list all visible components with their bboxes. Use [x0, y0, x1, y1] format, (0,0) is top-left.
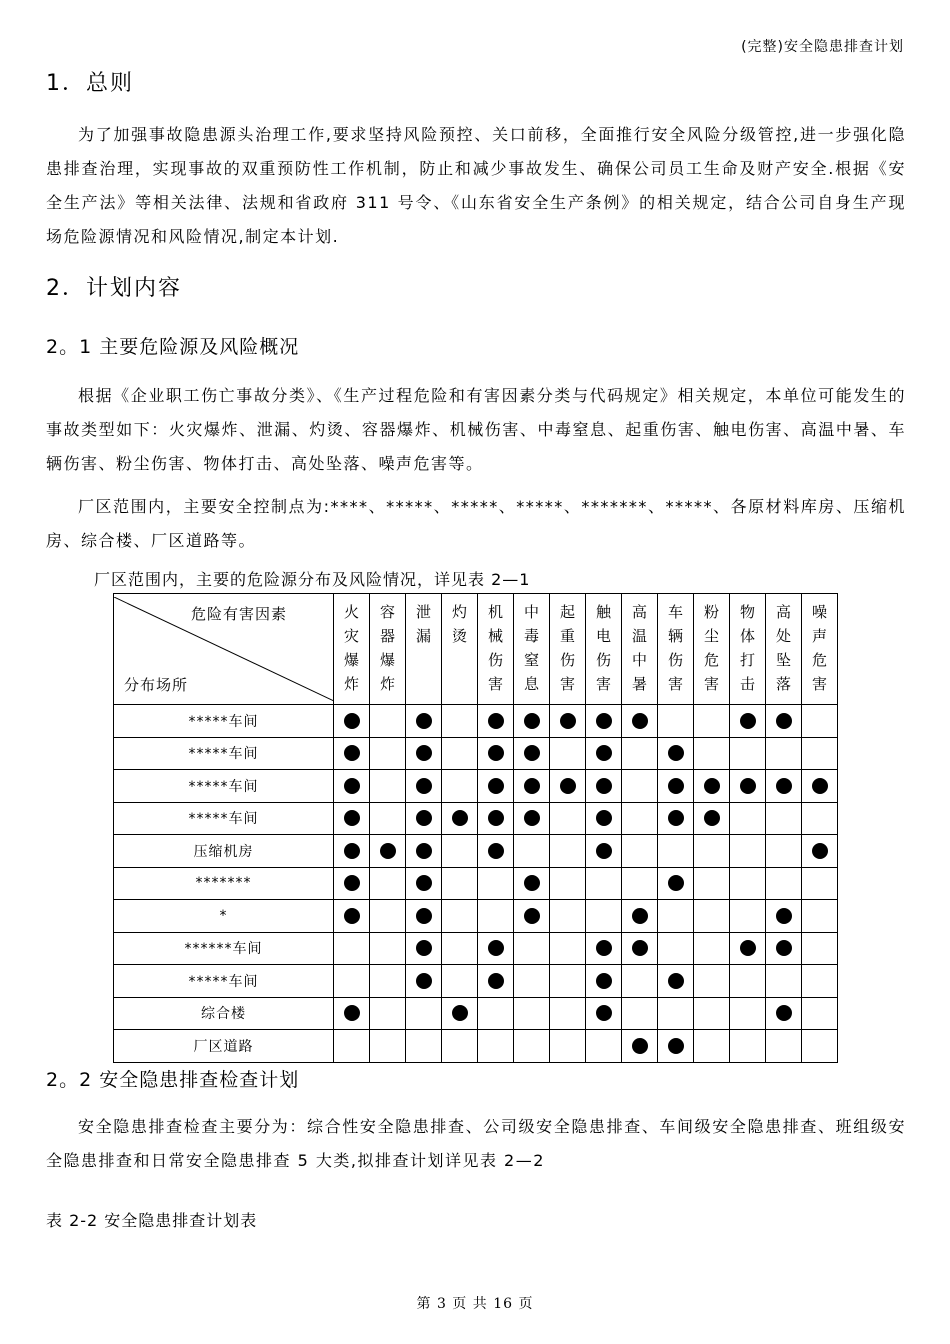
hazard-mark-cell	[514, 770, 550, 803]
hazard-mark-cell	[622, 737, 658, 770]
table-row	[114, 802, 838, 835]
hazard-label: 高处坠落	[775, 603, 791, 693]
filled-dot-icon	[776, 940, 792, 956]
hazard-mark-cell	[550, 867, 586, 900]
hazard-mark-cell	[334, 802, 370, 835]
hazard-mark-cell	[802, 737, 838, 770]
location-cell: ******车间	[114, 932, 334, 965]
hazard-column-header	[802, 594, 838, 705]
hazard-mark-cell	[334, 770, 370, 803]
filled-dot-icon	[488, 810, 504, 826]
hazard-mark-cell	[550, 770, 586, 803]
hazard-mark-cell	[694, 900, 730, 933]
filled-dot-icon	[596, 843, 612, 859]
hazard-label: 噪声危害	[811, 603, 827, 693]
hazard-mark-cell	[442, 932, 478, 965]
hazard-mark-cell	[478, 705, 514, 738]
filled-dot-icon	[668, 875, 684, 891]
section-1-heading: 1．总则	[46, 71, 134, 96]
hazard-mark-cell	[550, 802, 586, 835]
table-row	[114, 770, 838, 803]
hazard-mark-cell	[442, 770, 478, 803]
filled-dot-icon	[524, 908, 540, 924]
hazard-mark-cell	[766, 965, 802, 998]
hazard-mark-cell	[442, 802, 478, 835]
hazard-mark-cell	[658, 997, 694, 1030]
hazard-mark-cell	[658, 1030, 694, 1063]
hazard-mark-cell	[658, 900, 694, 933]
hazard-mark-cell	[766, 900, 802, 933]
hazard-mark-cell	[622, 965, 658, 998]
hazard-mark-cell	[586, 932, 622, 965]
table-corner-header	[114, 594, 334, 705]
hazard-mark-cell	[442, 737, 478, 770]
hazard-mark-cell	[766, 737, 802, 770]
hazard-mark-cell	[658, 705, 694, 738]
table-row	[114, 900, 838, 933]
hazard-mark-cell	[478, 932, 514, 965]
filled-dot-icon	[596, 940, 612, 956]
hazard-mark-cell	[442, 997, 478, 1030]
hazard-mark-cell	[370, 965, 406, 998]
hazard-mark-cell	[334, 867, 370, 900]
hazard-mark-cell	[658, 802, 694, 835]
hazard-mark-cell	[334, 835, 370, 868]
hazard-mark-cell	[370, 997, 406, 1030]
hazard-distribution-table	[113, 593, 838, 1063]
hazard-column-header	[514, 594, 550, 705]
hazard-mark-cell	[370, 737, 406, 770]
filled-dot-icon	[416, 745, 432, 761]
hazard-mark-cell	[514, 705, 550, 738]
hazard-mark-cell	[370, 867, 406, 900]
section-2-1-heading: 2。1 主要危险源及风险概况	[46, 336, 300, 358]
hazard-mark-cell	[730, 770, 766, 803]
hazard-mark-cell	[550, 835, 586, 868]
filled-dot-icon	[776, 1005, 792, 1021]
filled-dot-icon	[488, 713, 504, 729]
hazard-mark-cell	[478, 802, 514, 835]
filled-dot-icon	[344, 810, 360, 826]
hazard-mark-cell	[406, 705, 442, 738]
hazard-mark-cell	[478, 965, 514, 998]
hazard-mark-cell	[550, 997, 586, 1030]
filled-dot-icon	[488, 973, 504, 989]
hazard-mark-cell	[766, 705, 802, 738]
hazard-mark-cell	[658, 737, 694, 770]
hazard-column-header	[442, 594, 478, 705]
filled-dot-icon	[488, 843, 504, 859]
filled-dot-icon	[416, 843, 432, 859]
hazard-mark-cell	[586, 900, 622, 933]
hazard-label: 灼烫	[451, 603, 467, 645]
filled-dot-icon	[776, 713, 792, 729]
hazard-mark-cell	[622, 802, 658, 835]
table-row	[114, 705, 838, 738]
hazard-mark-cell	[586, 737, 622, 770]
hazard-mark-cell	[370, 1030, 406, 1063]
hazard-mark-cell	[622, 770, 658, 803]
paragraph-inspection-plan: 安全隐患排查检查主要分为：综合性安全隐患排查、公司级安全隐患排查、车间级安全隐患排查、班组级安全隐患排查和日常安全隐患排查 5 大类,拟排查计划详见表 2—2	[46, 1117, 906, 1170]
hazard-mark-cell	[334, 705, 370, 738]
hazard-mark-cell	[478, 997, 514, 1030]
hazard-mark-cell	[730, 835, 766, 868]
hazard-mark-cell	[442, 867, 478, 900]
hazard-mark-cell	[622, 997, 658, 1030]
filled-dot-icon	[416, 713, 432, 729]
hazard-mark-cell	[406, 867, 442, 900]
hazard-mark-cell	[406, 932, 442, 965]
filled-dot-icon	[668, 810, 684, 826]
hazard-mark-cell	[334, 900, 370, 933]
hazard-mark-cell	[406, 802, 442, 835]
filled-dot-icon	[740, 713, 756, 729]
hazard-mark-cell	[550, 900, 586, 933]
filled-dot-icon	[560, 713, 576, 729]
hazard-column-header	[730, 594, 766, 705]
hazard-mark-cell	[802, 770, 838, 803]
location-cell: *****车间	[114, 770, 334, 803]
hazard-mark-cell	[622, 867, 658, 900]
hazard-mark-cell	[334, 997, 370, 1030]
filled-dot-icon	[488, 940, 504, 956]
paragraph-general-principles: 为了加强事故隐患源头治理工作,要求坚持风险预控、关口前移，全面推行安全风险分级管控,进一步强化隐患排查治理，实现事故的双重预防性工作机制，防止和减少事故发生、确保公司员工生命及财产安全.根据《安全生产法》等相关法律、法规和省政府 311 号令、《山东省安全生产条例》的相关规定，结合公司自身生产现场危险源情况和风险情况,制定本计划.	[46, 125, 906, 246]
table-2-1-intro: 厂区范围内，主要的危险源分布及风险情况，详见表 2—1	[94, 570, 531, 589]
filled-dot-icon	[704, 778, 720, 794]
hazard-label: 粉尘危害	[703, 603, 719, 693]
hazard-mark-cell	[586, 867, 622, 900]
hazard-column-header	[586, 594, 622, 705]
hazard-column-header	[334, 594, 370, 705]
filled-dot-icon	[344, 908, 360, 924]
hazard-mark-cell	[334, 737, 370, 770]
hazard-mark-cell	[334, 1030, 370, 1063]
corner-label-hazard: 危险有害因素	[190, 605, 287, 623]
hazard-label: 火灾爆炸	[343, 603, 359, 693]
hazard-mark-cell	[622, 705, 658, 738]
hazard-mark-cell	[802, 900, 838, 933]
hazard-mark-cell	[550, 932, 586, 965]
hazard-mark-cell	[370, 802, 406, 835]
hazard-mark-cell	[658, 965, 694, 998]
filled-dot-icon	[668, 745, 684, 761]
hazard-mark-cell	[658, 835, 694, 868]
filled-dot-icon	[704, 810, 720, 826]
filled-dot-icon	[524, 875, 540, 891]
filled-dot-icon	[596, 745, 612, 761]
hazard-column-header	[550, 594, 586, 705]
filled-dot-icon	[344, 1005, 360, 1021]
hazard-mark-cell	[514, 802, 550, 835]
hazard-mark-cell	[658, 932, 694, 965]
filled-dot-icon	[344, 745, 360, 761]
hazard-mark-cell	[514, 737, 550, 770]
hazard-mark-cell	[694, 737, 730, 770]
table-row	[114, 867, 838, 900]
hazard-mark-cell	[514, 835, 550, 868]
filled-dot-icon	[668, 778, 684, 794]
filled-dot-icon	[668, 973, 684, 989]
hazard-mark-cell	[586, 705, 622, 738]
hazard-mark-cell	[730, 705, 766, 738]
paragraph-control-points: 厂区范围内，主要安全控制点为:****、*****、*****、*****、*******、*****、各原材料库房、压缩机房、综合楼、厂区道路等。	[46, 497, 906, 550]
page-footer-number: 第 3 页 共 16 页	[416, 1296, 534, 1312]
filled-dot-icon	[416, 875, 432, 891]
hazard-mark-cell	[802, 932, 838, 965]
hazard-mark-cell	[730, 867, 766, 900]
hazard-mark-cell	[370, 705, 406, 738]
location-cell: *****车间	[114, 965, 334, 998]
hazard-mark-cell	[586, 965, 622, 998]
filled-dot-icon	[524, 778, 540, 794]
filled-dot-icon	[812, 778, 828, 794]
hazard-mark-cell	[586, 802, 622, 835]
hazard-mark-cell	[478, 770, 514, 803]
hazard-label: 中毒窒息	[523, 603, 539, 693]
section-2-2-heading: 2。2 安全隐患排查检查计划	[46, 1069, 300, 1091]
hazard-mark-cell	[550, 965, 586, 998]
filled-dot-icon	[416, 908, 432, 924]
filled-dot-icon	[632, 908, 648, 924]
hazard-column-header	[766, 594, 802, 705]
hazard-mark-cell	[730, 802, 766, 835]
hazard-mark-cell	[622, 900, 658, 933]
hazard-label: 物体打击	[739, 603, 755, 693]
table-2-2-caption: 表 2-2 安全隐患排查计划表	[46, 1211, 258, 1230]
filled-dot-icon	[416, 810, 432, 826]
location-cell: 压缩机房	[114, 835, 334, 868]
location-cell: 综合楼	[114, 997, 334, 1030]
hazard-mark-cell	[514, 867, 550, 900]
filled-dot-icon	[416, 940, 432, 956]
hazard-mark-cell	[694, 997, 730, 1030]
hazard-column-header	[622, 594, 658, 705]
hazard-mark-cell	[478, 867, 514, 900]
hazard-mark-cell	[406, 770, 442, 803]
hazard-mark-cell	[694, 965, 730, 998]
filled-dot-icon	[488, 745, 504, 761]
filled-dot-icon	[812, 843, 828, 859]
filled-dot-icon	[596, 973, 612, 989]
hazard-mark-cell	[622, 932, 658, 965]
hazard-mark-cell	[442, 900, 478, 933]
hazard-mark-cell	[730, 900, 766, 933]
hazard-mark-cell	[766, 932, 802, 965]
table-row	[114, 965, 838, 998]
filled-dot-icon	[776, 908, 792, 924]
hazard-mark-cell	[406, 965, 442, 998]
hazard-label: 泄漏	[415, 603, 431, 645]
hazard-mark-cell	[406, 900, 442, 933]
hazard-mark-cell	[694, 867, 730, 900]
hazard-mark-cell	[694, 802, 730, 835]
hazard-mark-cell	[370, 932, 406, 965]
hazard-mark-cell	[550, 705, 586, 738]
hazard-mark-cell	[406, 1030, 442, 1063]
hazard-mark-cell	[802, 802, 838, 835]
hazard-mark-cell	[766, 867, 802, 900]
hazard-label: 起重伤害	[559, 603, 575, 693]
filled-dot-icon	[596, 713, 612, 729]
hazard-mark-cell	[442, 705, 478, 738]
hazard-mark-cell	[406, 997, 442, 1030]
filled-dot-icon	[524, 745, 540, 761]
hazard-mark-cell	[766, 770, 802, 803]
filled-dot-icon	[344, 875, 360, 891]
hazard-mark-cell	[730, 932, 766, 965]
hazard-mark-cell	[694, 1030, 730, 1063]
paragraph-accident-types: 根据《企业职工伤亡事故分类》、《生产过程危险和有害因素分类与代码规定》相关规定，本单位可能发生的事故类型如下：火灾爆炸、泄漏、灼烫、容器爆炸、机械伤害、中毒窒息、起重伤害、触电伤害、高温中暑、车辆伤害、粉尘伤害、物体打击、高处坠落、噪声危害等。	[46, 386, 906, 473]
location-cell: 厂区道路	[114, 1030, 334, 1063]
hazard-mark-cell	[514, 965, 550, 998]
filled-dot-icon	[740, 940, 756, 956]
filled-dot-icon	[452, 810, 468, 826]
hazard-mark-cell	[802, 965, 838, 998]
hazard-mark-cell	[442, 965, 478, 998]
corner-label-location: 分布场所	[124, 676, 189, 694]
hazard-column-header	[370, 594, 406, 705]
filled-dot-icon	[344, 778, 360, 794]
hazard-mark-cell	[802, 835, 838, 868]
hazard-mark-cell	[514, 900, 550, 933]
hazard-mark-cell	[478, 835, 514, 868]
location-cell: *****车间	[114, 737, 334, 770]
filled-dot-icon	[416, 973, 432, 989]
filled-dot-icon	[596, 1005, 612, 1021]
hazard-mark-cell	[334, 965, 370, 998]
hazard-mark-cell	[802, 867, 838, 900]
hazard-mark-cell	[730, 737, 766, 770]
hazard-mark-cell	[766, 835, 802, 868]
hazard-mark-cell	[406, 835, 442, 868]
hazard-mark-cell	[514, 997, 550, 1030]
location-cell: *******	[114, 867, 334, 900]
filled-dot-icon	[344, 843, 360, 859]
hazard-mark-cell	[586, 997, 622, 1030]
filled-dot-icon	[632, 713, 648, 729]
table-row	[114, 835, 838, 868]
filled-dot-icon	[632, 940, 648, 956]
location-cell: *****车间	[114, 705, 334, 738]
filled-dot-icon	[668, 1038, 684, 1054]
hazard-mark-cell	[478, 900, 514, 933]
filled-dot-icon	[632, 1038, 648, 1054]
filled-dot-icon	[488, 778, 504, 794]
filled-dot-icon	[776, 778, 792, 794]
filled-dot-icon	[524, 713, 540, 729]
hazard-label: 容器爆炸	[379, 603, 395, 693]
hazard-mark-cell	[802, 705, 838, 738]
hazard-mark-cell	[730, 1030, 766, 1063]
hazard-mark-cell	[802, 1030, 838, 1063]
hazard-mark-cell	[514, 1030, 550, 1063]
filled-dot-icon	[740, 778, 756, 794]
hazard-column-header	[658, 594, 694, 705]
hazard-mark-cell	[658, 867, 694, 900]
hazard-mark-cell	[694, 770, 730, 803]
hazard-mark-cell	[586, 1030, 622, 1063]
hazard-mark-cell	[622, 835, 658, 868]
hazard-mark-cell	[370, 835, 406, 868]
hazard-column-header	[406, 594, 442, 705]
hazard-label: 车辆伤害	[667, 603, 683, 693]
hazard-mark-cell	[766, 802, 802, 835]
table-row	[114, 1030, 838, 1063]
hazard-mark-cell	[478, 737, 514, 770]
location-cell: *****车间	[114, 802, 334, 835]
hazard-mark-cell	[334, 932, 370, 965]
hazard-mark-cell	[586, 770, 622, 803]
hazard-mark-cell	[514, 932, 550, 965]
hazard-mark-cell	[694, 835, 730, 868]
hazard-mark-cell	[550, 737, 586, 770]
hazard-mark-cell	[730, 965, 766, 998]
filled-dot-icon	[452, 1005, 468, 1021]
filled-dot-icon	[380, 843, 396, 859]
hazard-mark-cell	[370, 770, 406, 803]
section-2-heading: 2．计划内容	[46, 276, 182, 301]
hazard-mark-cell	[478, 1030, 514, 1063]
hazard-mark-cell	[658, 770, 694, 803]
hazard-mark-cell	[622, 1030, 658, 1063]
hazard-label: 高温中暑	[631, 603, 647, 693]
filled-dot-icon	[344, 713, 360, 729]
filled-dot-icon	[596, 810, 612, 826]
filled-dot-icon	[596, 778, 612, 794]
hazard-mark-cell	[370, 900, 406, 933]
hazard-mark-cell	[406, 737, 442, 770]
hazard-label: 机械伤害	[487, 603, 503, 693]
hazard-mark-cell	[766, 1030, 802, 1063]
filled-dot-icon	[560, 778, 576, 794]
table-row	[114, 737, 838, 770]
hazard-mark-cell	[694, 705, 730, 738]
table-row	[114, 932, 838, 965]
hazard-mark-cell	[550, 1030, 586, 1063]
hazard-column-header	[694, 594, 730, 705]
hazard-mark-cell	[586, 835, 622, 868]
hazard-mark-cell	[694, 932, 730, 965]
hazard-mark-cell	[442, 835, 478, 868]
location-cell: *	[114, 900, 334, 933]
table-row	[114, 997, 838, 1030]
filled-dot-icon	[416, 778, 432, 794]
hazard-mark-cell	[730, 997, 766, 1030]
hazard-label: 触电伤害	[595, 603, 611, 693]
hazard-mark-cell	[442, 1030, 478, 1063]
filled-dot-icon	[524, 810, 540, 826]
page-header-title: (完整)安全隐患排查计划	[741, 39, 904, 55]
hazard-mark-cell	[802, 997, 838, 1030]
hazard-mark-cell	[766, 997, 802, 1030]
hazard-column-header	[478, 594, 514, 705]
